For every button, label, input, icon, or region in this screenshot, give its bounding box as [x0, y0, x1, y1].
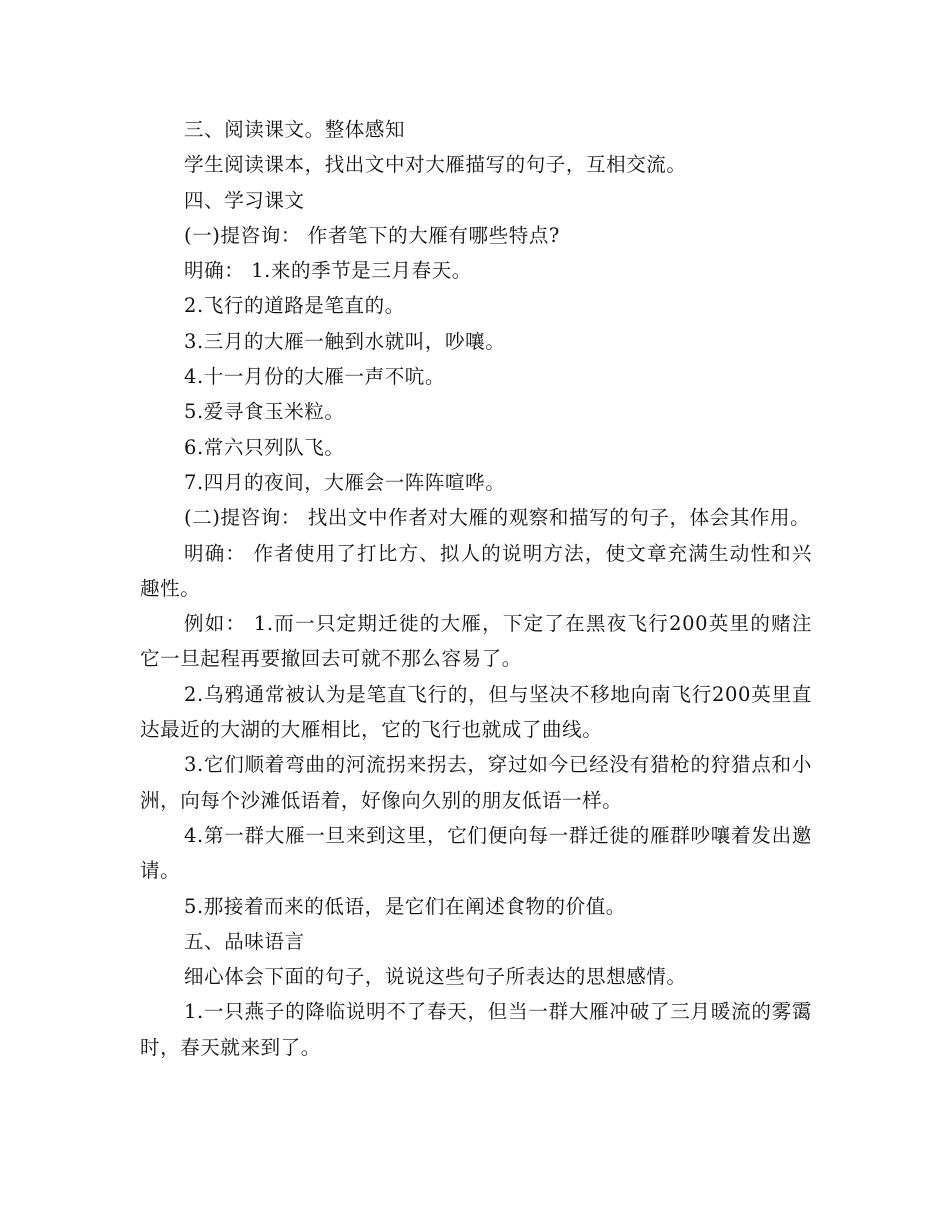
example-item-3: 3.它们顺着弯曲的河流拐来拐去，穿过如今已经没有猎枪的狩猎点和小洲，向每个沙滩低语着，好像向久别的朋友低语一样。: [140, 753, 812, 812]
example-item-2: 2.乌鸦通常被认为是笔直飞行的，但与坚决不移地向南飞行200英里直达最近的大湖的大雁相比，它的飞行也就成了曲线。: [140, 682, 812, 742]
question-two: (二)提咨询： 找出文中作者对大雁的观察和描写的句子，体会其作用。: [184, 506, 811, 530]
example-item-5: 5.那接着而来的低语，是它们在阐述食物的价值。: [184, 894, 626, 918]
answer-item-6: 6.常六只列队飞。: [184, 435, 345, 459]
paragraph-language-task: 细心体会下面的句子，说说这些句子所表达的思想感情。: [184, 965, 687, 989]
sentence-item-1: 1.一只燕子的降临说明不了春天，但当一群大雁冲破了三月暖流的雾霭时，春天就来到了。: [140, 1000, 812, 1059]
section-heading-language: 五、品味语言: [184, 929, 305, 953]
answer-item-2: 2.飞行的道路是笔直的。: [184, 294, 405, 318]
answer-methods: 明确： 作者使用了打比方、拟人的说明方法，使文章充满生动性和兴趣性。: [140, 541, 812, 600]
answer-item-4: 4.十一月份的大雁一声不吭。: [184, 365, 446, 389]
example-item-4: 4.第一群大雁一旦来到这里，它们便向每一群迁徙的雁群吵嚷着发出邀请。: [140, 823, 812, 883]
answer-item-7: 7.四月的夜间，大雁会一阵阵喧哗。: [184, 470, 506, 494]
question-one: (一)提咨询： 作者笔下的大雁有哪些特点?: [184, 223, 560, 247]
example-item-1: 例如： 1.而一只定期迁徙的大雁，下定了在黑夜飞行200英里的赌注它一旦起程再要撤回去可就不那么容易了。: [140, 612, 812, 671]
section-heading-study: 四、学习课文: [184, 188, 305, 212]
answer-item-5: 5.爱寻食玉米粒。: [184, 400, 345, 424]
paragraph-reading-task: 学生阅读课本，找出文中对大雁描写的句子，互相交流。: [184, 153, 687, 177]
section-heading-reading: 三、阅读课文。整体感知: [184, 118, 406, 141]
answer-item-1: 明确： 1.来的季节是三月春天。: [184, 259, 472, 283]
answer-item-3: 3.三月的大雁一触到水就叫，吵嚷。: [184, 329, 506, 353]
document-body: [140, 112, 812, 1065]
